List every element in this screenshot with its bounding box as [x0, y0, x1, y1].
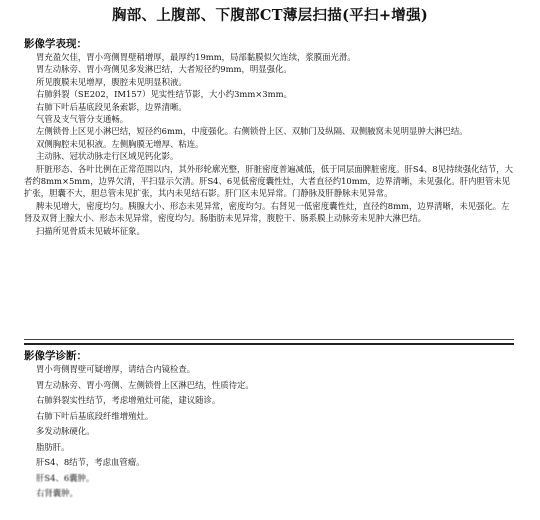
finding-paragraph: 胃左动脉旁、胃小弯侧见多发淋巴结，大者短径约9mm，明显强化。 [36, 64, 292, 75]
diagnosis-item: 肝S4、8结节，考虑血管瘤。 [36, 457, 145, 467]
section-divider [24, 343, 514, 345]
section-divider [24, 339, 514, 340]
findings-section [24, 51, 516, 237]
findings-heading: 影像学表现： [24, 38, 87, 50]
diagnosis-item: 胃小弯侧胃壁可疑增厚，请结合内镜检查。 [36, 364, 196, 374]
finding-paragraph: 脾未见增大，密度均匀。胰腺大小、形态未见异常，密度均匀。右肾见一低密度囊性灶，直径约8mm，边界清晰，未见强化。左肾及双肾上腺大小、形态未见异常，密度均匀。肠脂肪未见异常，腹腔干、肠系膜上动脉旁未见肿大淋巴结。 [24, 200, 510, 224]
finding-paragraph: 扫描所见骨质未见破坏征象。 [36, 225, 145, 236]
finding-paragraph: 肝脏形态、各叶比例在正常范围以内，其外形轮廓光整，肝脏密度普遍减低，低于同层面脾脏密度。肝S4、8见持续强化结节，大者约8mm×5mm，边界欠清，平扫显示欠清。肝S4、6见低密度囊性灶，大者直径约10mm，边界清晰，未见强化。肝内胆管未见扩张，胆囊不大，胆总管未见扩张，其内未见结石影。肝门区未见异常。门静脉及肝静脉未见异常。 [24, 163, 514, 199]
diagnosis-item: 脂肪肝。 [36, 441, 70, 452]
diagnosis-item: 右肺斜裂实性结节，考虑增殖灶可能，建议随诊。 [36, 395, 221, 405]
diagnosis-item: 胃左动脉旁、胃小弯侧、左侧锁骨上区淋巴结，性质待定。 [36, 379, 254, 390]
diagnosis-item: 右肾囊肿。 [36, 488, 78, 498]
report-title: 胸部、上腹部、下腹部CT薄层扫描(平扫+增强) [111, 7, 429, 24]
diagnosis-item: 肝S4、6囊肿。 [36, 472, 95, 483]
finding-paragraph: 右肺下叶后基底段见条索影，边界清晰。 [36, 101, 187, 112]
finding-paragraph: 左侧锁骨上区见小淋巴结，短径约6mm，中度强化。右侧锁骨上区、双肺门及纵隔、双侧腋窝未见明显肿大淋巴结。 [36, 126, 468, 137]
diagnosis-heading: 影像学诊断： [24, 350, 87, 362]
finding-paragraph: 主动脉、冠状动脉走行区域见钙化影。 [36, 151, 179, 162]
diagnosis-section [24, 362, 516, 502]
finding-paragraph: 右肺斜裂（SE202，IM157）见实性结节影，大小约3mm×3mm。 [36, 89, 292, 100]
diagnosis-item: 多发动脉硬化。 [36, 426, 95, 436]
finding-paragraph: 双侧胸腔未见积液。左侧胸膜无增厚、粘连。 [36, 138, 204, 149]
finding-paragraph: 胃充盈欠佳，胃小弯侧胃壁稍增厚，最厚约19mm，局部黏膜似欠连续，浆膜面光滑。 [36, 52, 356, 62]
finding-paragraph: 所见腹膜未见增厚，腹腔未见明显积液。 [36, 76, 187, 87]
finding-paragraph: 气管及支气管分支通畅。 [36, 114, 129, 125]
diagnosis-item: 右肺下叶后基底段纤维增殖灶。 [36, 410, 154, 421]
